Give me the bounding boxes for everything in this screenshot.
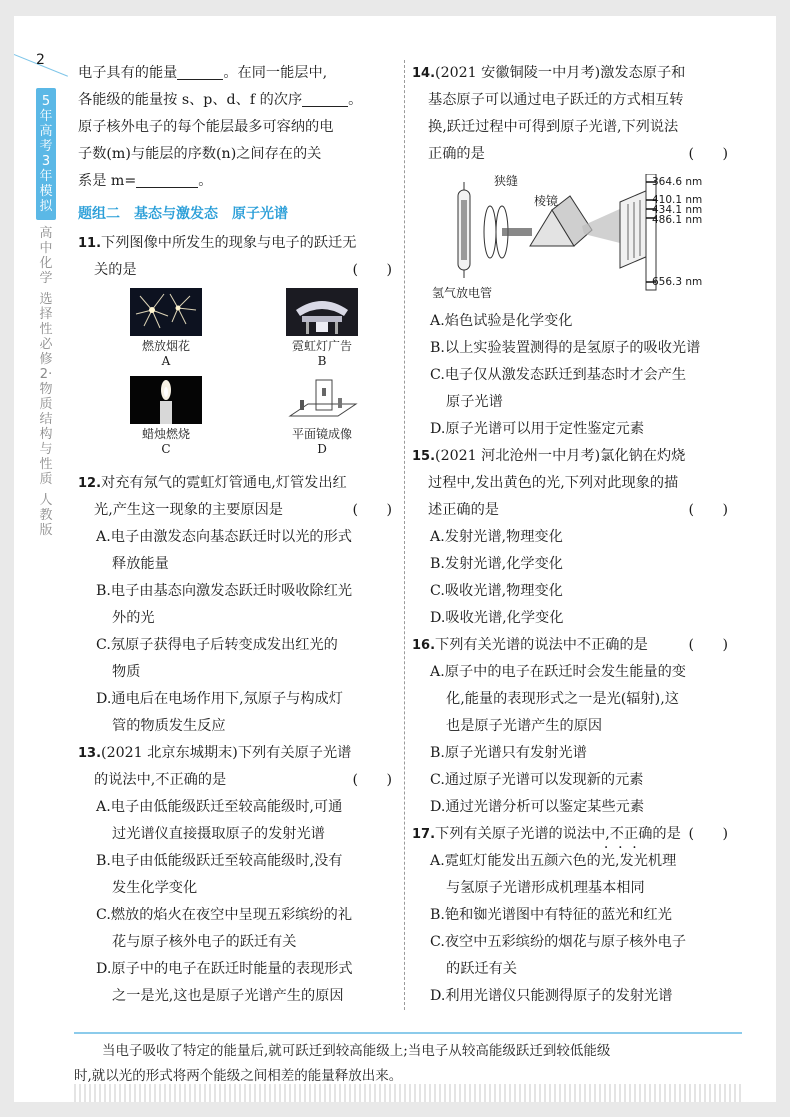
question-15: 15.(2021 河北沧州一中月考)氯化钠在灼烧 过程中,发出黄色的光,下列对此现象的描 述正确的是 ( ) A.发射光谱,物理变化 B.发射光谱,化学变化 C.吸收光谱,物理变化 D.吸收光谱,化学变化 (412, 443, 732, 632)
option-c: C.通过原子光谱可以发现新的元素 (430, 772, 644, 788)
option-a: A.原子中的电子在跃迁时会发生能量的变 (430, 664, 686, 680)
tube-label: 氢气放电管 (432, 286, 493, 300)
textbook-page (14, 16, 776, 1102)
image-letter: C (161, 442, 171, 456)
emphasis-char: 正 (624, 826, 639, 842)
option-c: C.电子仅从激发态跃迁到基态时才会产生 (430, 367, 687, 383)
question-13: 13.(2021 北京东城期末)下列有关原子光谱 的说法中,不正确的是 ( ) A.电子由低能级跃迁至较高能级时,可通 过光谱仪直接摄取原子的发射光谱 B.电子由低能级跃迁至较高能级时,没有 发生化学变化 C.燃放的焰火在夜空中呈现五彩缤纷的礼 花与原子核外电子的跃迁有关 D.原子中的电子在跃迁时能量的表现形式 之一是光,这也是原子光谱产生的原因 (78, 740, 396, 1010)
answer-paren: ( ) (352, 502, 392, 518)
candle-image (130, 376, 202, 424)
slit-label: 狭缝 (494, 174, 519, 188)
option-a: A.焰色试验是化学变化 (430, 313, 573, 329)
answer-paren: ( ) (352, 262, 392, 278)
intro-line: 子数(m)与能层的序数(n)之间存在的关 (78, 146, 322, 162)
plane-mirror-image (286, 376, 358, 424)
image-caption: 平面镜成像 (291, 427, 352, 441)
spectrum-figure (412, 174, 732, 302)
answer-paren: ( ) (688, 502, 728, 518)
emphasis-char: 确 (638, 826, 653, 842)
image-letter: A (161, 354, 171, 368)
fill-blank (136, 171, 198, 188)
wavelength-label: 410.1 nm (652, 194, 703, 206)
fill-blank (177, 63, 223, 80)
option-d: D.原子光谱可以用于定性鉴定元素 (430, 421, 645, 437)
option-a: A.电子由激发态向基态跃迁时以光的形式 (96, 529, 352, 545)
intro-line: 原子核外电子的每个能层最多可容纳的电 (78, 119, 334, 135)
answer-paren: ( ) (688, 146, 728, 162)
option-image-d (262, 376, 382, 457)
prism-label: 棱镜 (534, 194, 559, 208)
image-letter: B (317, 354, 327, 368)
answer-paren: ( ) (688, 826, 728, 842)
wavelength-label: 434.1 nm (652, 204, 703, 216)
option-b: B.以上实验装置测得的是氢原子的吸收光谱 (430, 340, 701, 356)
option-d: D.通过光谱分析可以鉴定某些元素 (430, 799, 645, 815)
option-b: B.原子光谱只有发射光谱 (430, 745, 587, 761)
image-caption: 蜡烛燃烧 (141, 427, 190, 441)
fill-blank (302, 90, 348, 107)
note-line: 时,就以光的形式将两个能级之间相差的能量释放出来。 (74, 1068, 403, 1084)
wavelength-label: 364.6 nm (652, 176, 703, 188)
wavelength-label: 656.3 nm (652, 276, 703, 288)
option-b: B.电子由基态向激发态跃迁时吸收除红光 (96, 583, 353, 599)
option-a: A.发射光谱,物理变化 (430, 529, 563, 545)
intro-line: 电子具有的能量 。在同一能层中, (78, 65, 328, 81)
right-column (412, 60, 732, 1010)
fireworks-image (130, 288, 202, 336)
option-b: B.发射光谱,化学变化 (430, 556, 563, 572)
question-16: 16.下列有关光谱的说法中不正确的是 ( ) A.原子中的电子在跃迁时会发生能量的变 化,能量的表现形式之一是光(辐射),这 也是原子光谱产生的原因 B.原子光谱只有发射光谱 C.通过原子光谱可以发现新的元素 D.通过光谱分析可以鉴定某些元素 (412, 632, 732, 821)
book-label: 选择性必修2·物质结构与性质 (39, 292, 53, 487)
note-line: 当电子吸收了特定的能量后,就可跃迁到较高能级上;当电子从较高能级跃迁到较低能级 (102, 1043, 611, 1059)
group-title: 题组二 基态与激发态 原子光谱 (78, 206, 288, 222)
image-grid (78, 286, 396, 466)
option-image-c (106, 376, 226, 457)
option-d: D.利用光谱仪只能测得原子的发射光谱 (430, 988, 673, 1004)
neon-sign-image (286, 288, 358, 336)
wavelength-label: 486.1 nm (652, 214, 703, 226)
answer-paren: ( ) (688, 637, 728, 653)
question-14: 14.(2021 安徽铜陵一中月考)激发态原子和 基态原子可以通过电子跃迁的方式相互转 换,跃迁过程中可得到原子光谱,下列说法 正确的是 ( ) 狭缝 棱镜 氢气放电管 364.6 nm 410.1 nm 434.1 nm 486.1 nm 656.3 nm A.焰色试验是化学变化 B.以上实验装置测得的是氢原子的吸收光谱 C.电子仅从激发态跃迁到基态时才会产生 原子光谱 D.原子光谱可以用于定性鉴定元素 (412, 60, 732, 443)
option-d: D.吸收光谱,化学变化 (430, 610, 564, 626)
page-number: 2 (36, 52, 45, 68)
subject-label: 高中化学 (39, 226, 53, 286)
emphasis-char: 不 (609, 826, 624, 842)
option-a: A.电子由低能级跃迁至较高能级时,可通 (96, 799, 343, 815)
left-column (78, 60, 396, 1010)
option-image-b (262, 288, 382, 369)
option-a: A.霓虹灯能发出五颜六色的光,发光机理 (430, 853, 677, 869)
image-caption: 霓虹灯广告 (291, 339, 352, 353)
option-c: C.夜空中五彩缤纷的烟花与原子核外电子 (430, 934, 687, 950)
option-image-a (106, 288, 226, 369)
option-d: D.通电后在电场作用下,氖原子与构成灯 (96, 691, 343, 707)
decorative-stripes (74, 1084, 742, 1102)
edition-label: 人教版 (39, 493, 53, 538)
answer-paren: ( ) (352, 772, 392, 788)
question-12: 12.对充有氖气的霓虹灯管通电,灯管发出红 光,产生这一现象的主要原因是 ( ) A.电子由激发态向基态跃迁时以光的形式 释放能量 B.电子由基态向激发态跃迁时吸收除红光 外的光 C.氖原子获得电子后转变成发出红光的 物质 D.通电后在电场作用下,氖原子与构成灯 管的物质发生反应 (78, 470, 396, 740)
option-d: D.原子中的电子在跃迁时能量的表现形式 (96, 961, 353, 977)
intro-line: 各能级的能量按 s、p、d、f 的次序 。 (78, 92, 363, 108)
option-b: B.铯和铷光谱图中有特征的蓝光和红光 (430, 907, 672, 923)
footer-note (74, 1039, 742, 1089)
intro-line: 系是 m= 。 (78, 173, 213, 189)
series-badge: 5年高考3年模拟 (36, 88, 56, 220)
option-c: C.吸收光谱,物理变化 (430, 583, 563, 599)
note-divider (74, 1032, 742, 1034)
column-divider (404, 60, 405, 1010)
sidebar (34, 88, 60, 538)
question-17: 17.下列有关原子光谱的说法中,不正确的是 ( ) A.霓虹灯能发出五颜六色的光,发光机理 与氢原子光谱形成机理基本相同 B.铯和铷光谱图中有特征的蓝光和红光 C.夜空中五彩缤纷的烟花与原子核外电子 的跃迁有关 D.利用光谱仪只能测得原子的发射光谱 (412, 821, 732, 1010)
image-caption: 燃放烟花 (141, 339, 190, 353)
option-c: C.燃放的焰火在夜空中呈现五彩缤纷的礼 (96, 907, 353, 923)
option-c: C.氖原子获得电子后转变成发出红光的 (96, 637, 338, 653)
question-11: 11.下列图像中所发生的现象与电子的跃迁无 关的是 ( ) 燃放烟花 A 霓虹灯广告 B 蜡烛燃烧 C 平面镜成像 D (78, 230, 396, 466)
option-b: B.电子由低能级跃迁至较高能级时,没有 (96, 853, 343, 869)
image-letter: D (317, 442, 327, 456)
